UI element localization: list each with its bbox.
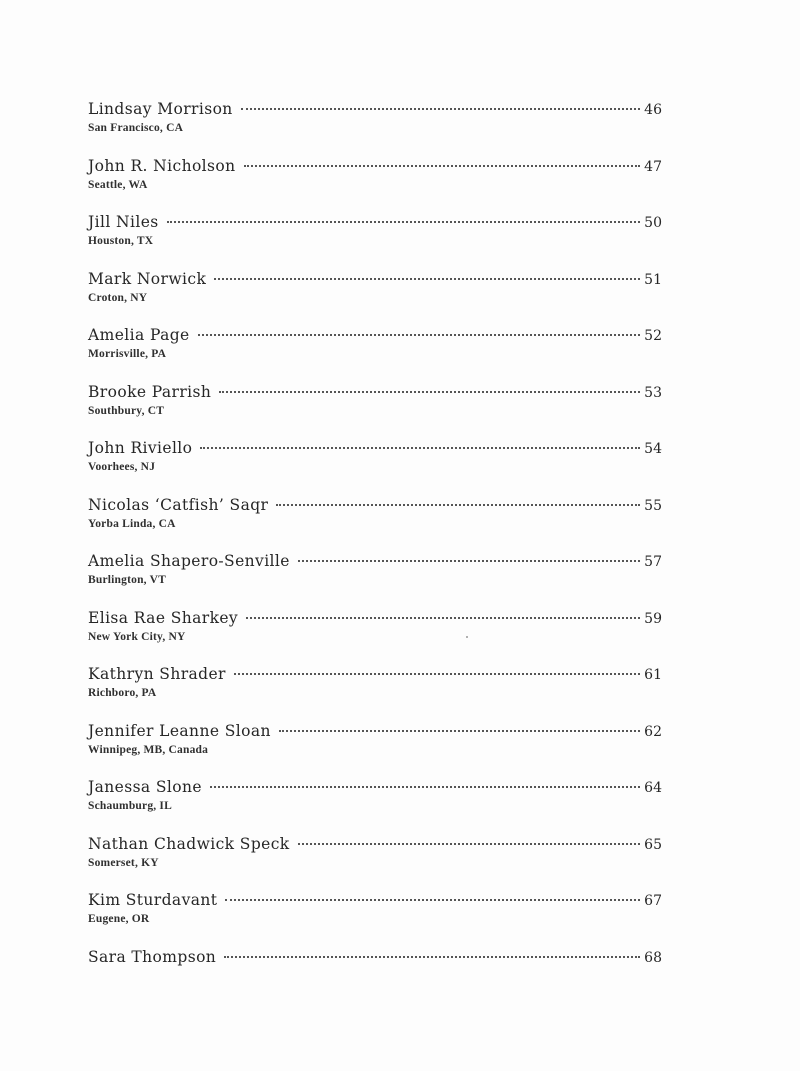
dot-leader xyxy=(219,391,640,393)
entry-location: Voorhees, NJ xyxy=(88,461,156,473)
dot-leader xyxy=(279,730,640,732)
entry-name: Jill Niles xyxy=(88,213,159,231)
dot-leader xyxy=(224,956,640,958)
dot-leader xyxy=(298,560,640,562)
entry-page-number: 47 xyxy=(644,158,662,175)
toc-entry xyxy=(88,494,662,551)
toc-line xyxy=(88,833,662,855)
dot-leader xyxy=(200,447,640,449)
entry-location: New York City, NY xyxy=(88,630,186,643)
entry-location: Morrisville, PA xyxy=(88,348,167,360)
entry-location: Burlington, VT xyxy=(88,574,166,586)
entry-location: Houston, TX xyxy=(88,235,154,247)
entry-page-number: 50 xyxy=(644,215,662,231)
toc-entry xyxy=(88,550,662,607)
toc-line xyxy=(88,663,662,685)
entry-location: Southbury, CT xyxy=(88,404,165,417)
dot-leader xyxy=(244,165,641,167)
entry-name: John R. Nicholson xyxy=(88,156,236,175)
entry-location: Richboro, PA xyxy=(88,687,157,699)
dot-leader xyxy=(276,504,640,506)
toc-line xyxy=(88,889,662,911)
toc-entry xyxy=(88,437,662,494)
entry-name: Amelia Page xyxy=(88,326,190,344)
toc-entry xyxy=(88,946,662,1003)
entry-name: John Riviello xyxy=(88,439,193,457)
toc-entry xyxy=(88,98,662,155)
entry-name: Amelia Shapero-Senville xyxy=(88,552,290,570)
entry-name: Lindsay Morrison xyxy=(88,100,233,118)
toc-entry xyxy=(88,833,662,890)
entry-page-number: 61 xyxy=(644,667,662,683)
toc-entry xyxy=(88,720,662,777)
entry-page-number: 53 xyxy=(644,384,662,401)
toc-line xyxy=(88,494,662,516)
entry-name: Elisa Rae Sharkey xyxy=(88,608,239,627)
entry-name: Brooke Parrish xyxy=(88,382,212,401)
entry-name: Nicolas ‘Catfish’ Saqr xyxy=(88,495,269,514)
toc-entry xyxy=(88,889,662,946)
table-of-contents xyxy=(88,98,662,1002)
entry-location: Winnipeg, MB, Canada xyxy=(88,743,209,756)
entry-page-number: 57 xyxy=(644,554,662,570)
entry-name: Kim Sturdavant xyxy=(88,891,218,909)
entry-page-number: 67 xyxy=(644,893,662,909)
entry-page-number: 62 xyxy=(644,723,662,740)
toc-entry xyxy=(88,776,662,833)
toc-line xyxy=(88,946,662,968)
entry-location: Somerset, KY xyxy=(88,856,159,869)
entry-location: Eugene, OR xyxy=(88,913,150,925)
entry-name: Janessa Slone xyxy=(88,778,202,796)
toc-line xyxy=(88,324,662,346)
dot-leader xyxy=(234,673,640,675)
entry-name: Mark Norwick xyxy=(88,269,207,288)
entry-page-number: 55 xyxy=(644,497,662,514)
entry-page-number: 52 xyxy=(644,328,662,344)
toc-line xyxy=(88,776,662,798)
toc-line xyxy=(88,211,662,233)
entry-name: Kathryn Shrader xyxy=(88,665,226,683)
entry-page-number: 54 xyxy=(644,441,662,457)
entry-location: Yorba Linda, CA xyxy=(88,517,176,530)
toc-line xyxy=(88,550,662,572)
entry-page-number: 65 xyxy=(644,836,662,853)
entry-page-number: 46 xyxy=(644,102,662,118)
toc-entry xyxy=(88,155,662,212)
toc-line xyxy=(88,381,662,403)
entry-location: Croton, NY xyxy=(88,291,148,304)
entry-name: Jennifer Leanne Sloan xyxy=(88,721,271,740)
toc-entry xyxy=(88,268,662,325)
entry-location: Seattle, WA xyxy=(88,178,148,191)
dot-leader xyxy=(246,617,640,619)
dot-leader xyxy=(167,221,641,223)
toc-line xyxy=(88,268,662,290)
dot-leader xyxy=(210,786,640,788)
entry-page-number: 68 xyxy=(644,949,662,966)
toc-entry xyxy=(88,324,662,381)
entry-page-number: 51 xyxy=(644,271,662,288)
toc-entry xyxy=(88,211,662,268)
entry-name: Sara Thompson xyxy=(88,947,217,966)
toc-line xyxy=(88,720,662,742)
toc-line xyxy=(88,607,662,629)
scan-speck xyxy=(466,636,468,638)
dot-leader xyxy=(241,108,640,110)
dot-leader xyxy=(214,278,640,280)
toc-line xyxy=(88,155,662,177)
toc-entry xyxy=(88,607,662,664)
toc-line xyxy=(88,98,662,120)
toc-entry xyxy=(88,663,662,720)
toc-line xyxy=(88,437,662,459)
dot-leader xyxy=(225,899,640,901)
dot-leader xyxy=(198,334,641,336)
entry-page-number: 64 xyxy=(644,780,662,796)
entry-page-number: 59 xyxy=(644,610,662,627)
entry-location: Schaumburg, IL xyxy=(88,800,172,812)
toc-entry xyxy=(88,381,662,438)
dot-leader xyxy=(298,843,641,845)
entry-location: San Francisco, CA xyxy=(88,122,184,134)
entry-name: Nathan Chadwick Speck xyxy=(88,834,290,853)
